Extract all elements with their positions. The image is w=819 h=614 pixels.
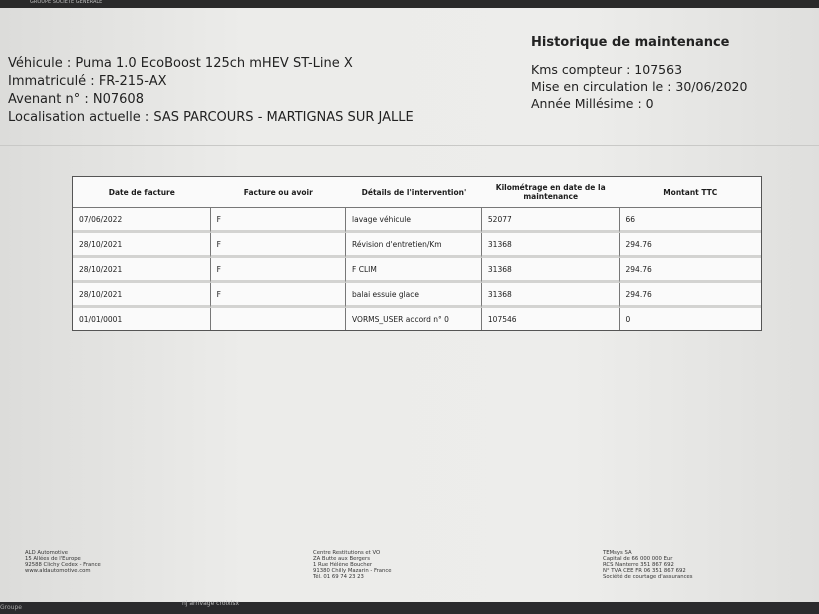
table-row: [73, 258, 761, 283]
cell-mileage: 31368: [482, 258, 620, 283]
registration-date: Mise en circulation le : 30/06/2020: [531, 79, 748, 94]
cell-type: [211, 308, 346, 330]
table-row: [73, 208, 761, 233]
taskbar: [0, 602, 819, 614]
vehicle-amendment: Avenant n° : N07608: [8, 92, 144, 107]
footer-restitution-center: [313, 550, 392, 580]
vehicle-location: Localisation actuelle : SAS PARCOURS - MARTIGNAS SUR JALLE: [8, 110, 414, 125]
cell-mileage: 31368: [482, 233, 620, 258]
maintenance-table: [72, 176, 762, 331]
cell-date: 07/06/2022: [73, 208, 211, 233]
footer-line: 1 Rue Hélène Boucher: [313, 562, 373, 568]
cell-amount: 66: [620, 208, 762, 233]
table-row: [73, 283, 761, 308]
header-invoice-date: Date de facture: [73, 177, 211, 208]
cell-type: F: [211, 208, 346, 233]
footer-line: ALD Automotive: [25, 550, 68, 556]
table-row: [73, 308, 761, 330]
footer-line: Capital de 66 000 000 Eur: [603, 556, 673, 562]
table-row: [73, 233, 761, 258]
footer-line: Société de courtage d'assurances: [603, 574, 693, 580]
cell-mileage: 31368: [482, 283, 620, 308]
footer-line: 92588 Clichy Cedex - France: [25, 562, 101, 568]
cell-date: 01/01/0001: [73, 308, 211, 330]
cell-type: F: [211, 258, 346, 283]
maintenance-summary: [531, 34, 747, 112]
model-year: Année Millésime : 0: [531, 96, 654, 111]
footer-company-address: [25, 550, 101, 574]
company-banner: GROUPE SOCIETE GENERALE: [30, 0, 103, 5]
cell-date: 28/10/2021: [73, 283, 211, 308]
footer-line: N° TVA CEE FR 06 351 867 692: [603, 568, 686, 574]
cell-amount: 294.76: [620, 233, 762, 258]
cell-date: 28/10/2021: [73, 258, 211, 283]
vehicle-info: [8, 55, 414, 127]
footer-legal-info: [603, 550, 693, 580]
cell-details: F CLIM: [346, 258, 482, 283]
footer-line: Centre Restitutions et VO: [313, 550, 381, 556]
divider: [0, 145, 819, 146]
taskbar-label: Groupe: [0, 604, 22, 611]
header-amount: Montant TTC: [620, 177, 762, 208]
footer-line: 91380 Chilly Mazarin - France: [313, 568, 392, 574]
cell-type: F: [211, 233, 346, 258]
cell-amount: 0: [625, 314, 631, 324]
odometer: Kms compteur : 107563: [531, 62, 683, 77]
cell-details: lavage véhicule: [346, 208, 482, 233]
page-title: Historique de maintenance: [531, 35, 730, 50]
footer-line: www.aldautomotive.com: [25, 568, 91, 574]
monitor-bezel-top: [0, 0, 819, 8]
cell-details: VORMS_USER accord n° 0: [346, 308, 482, 330]
footer-line: TEMsys SA: [603, 550, 632, 556]
cell-amount: 294.76: [620, 283, 762, 308]
cell-mileage: 107546: [482, 308, 620, 330]
footer-line: RCS Nanterre 351 867 692: [603, 562, 674, 568]
table-header-row: [73, 177, 761, 208]
cell-amount: 294.76: [620, 258, 762, 283]
taskbar-item[interactable]: nj arrivage croixlsx: [182, 600, 240, 607]
footer-line: ZA Butte aux Bergers: [313, 556, 370, 562]
cell-mileage: 52077: [482, 208, 620, 233]
footer-line: Tél. 01 69 74 23 23: [313, 574, 364, 580]
cell-date: 28/10/2021: [73, 233, 211, 258]
vehicle-model: Véhicule : Puma 1.0 EcoBoost 125ch mHEV ST-Line X: [8, 56, 353, 71]
header-intervention-details: Détails de l'intervention': [346, 177, 482, 208]
footer-line: 15 Allées de l'Europe: [25, 556, 81, 562]
header-mileage: Kilométrage en date de la maintenance: [482, 177, 620, 208]
header-invoice-type: Facture ou avoir: [211, 177, 346, 208]
vehicle-registration: Immatriculé : FR-215-AX: [8, 74, 167, 89]
cell-type: F: [211, 283, 346, 308]
cell-details: balai essuie glace: [346, 283, 482, 308]
cell-details: Révision d'entretien/Km: [346, 233, 482, 258]
